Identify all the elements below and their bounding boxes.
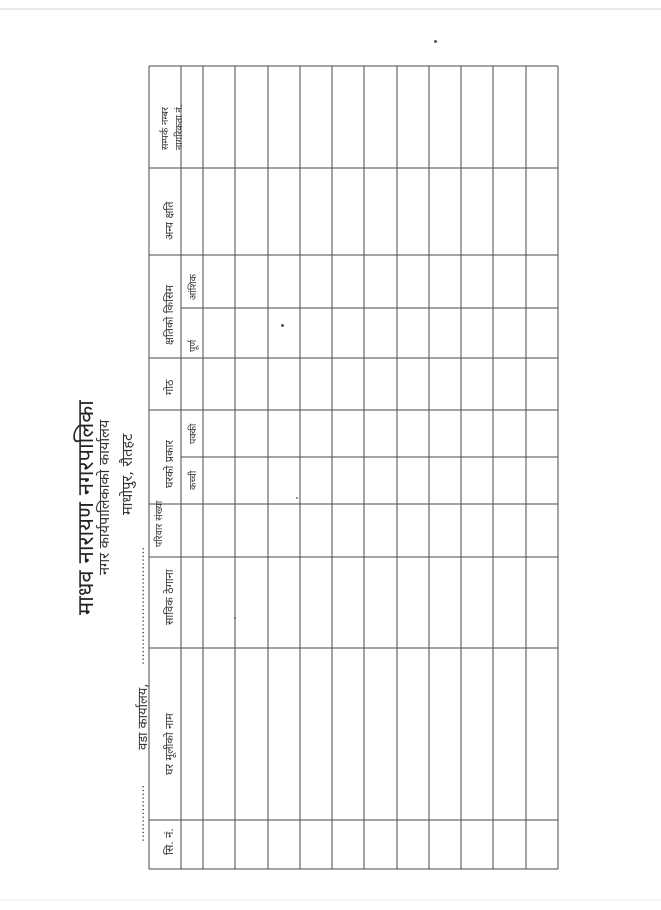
scan-speck [281,324,284,327]
ward-dots: ............... [133,784,147,842]
office-address: माधोपुर, रौतहट [120,433,136,515]
ward-office-blank: ............................... [133,546,147,665]
header-house-pakki: पक्की [188,423,199,444]
header-family-count: परिवार संख्या [154,500,165,548]
scan-speck [434,40,437,43]
office-name: नगर कार्यपालिकाको कार्यालय [97,419,113,575]
header-contact-number: सम्पर्क नम्बर [160,107,171,150]
header-citizenship-number: नागरिकता नं. [174,104,185,150]
header-previous-address: साविक ठेगाना [163,569,176,625]
header-other-damage: अन्य क्षति [163,201,176,240]
header-damage-partial: आंशिक [188,274,199,300]
header-serial-number: सि. नं. [163,828,176,855]
header-house-kachchi: कच्ची [188,470,199,490]
ward-office-label: वडा कार्यालय, [136,683,151,750]
header-damage-type: क्षतिको किसिम [163,285,176,345]
scan-speck [234,617,236,619]
header-household-head-name: घर मूलीको नाम [163,713,176,775]
header-damage-full: पूर्ण [188,339,199,352]
header-tol: गोठ [163,379,176,395]
header-house-type: घरको प्रकार [163,440,176,488]
municipality-title: माधव नारायण नगरपालिका [74,400,99,615]
scan-speck [296,497,298,499]
